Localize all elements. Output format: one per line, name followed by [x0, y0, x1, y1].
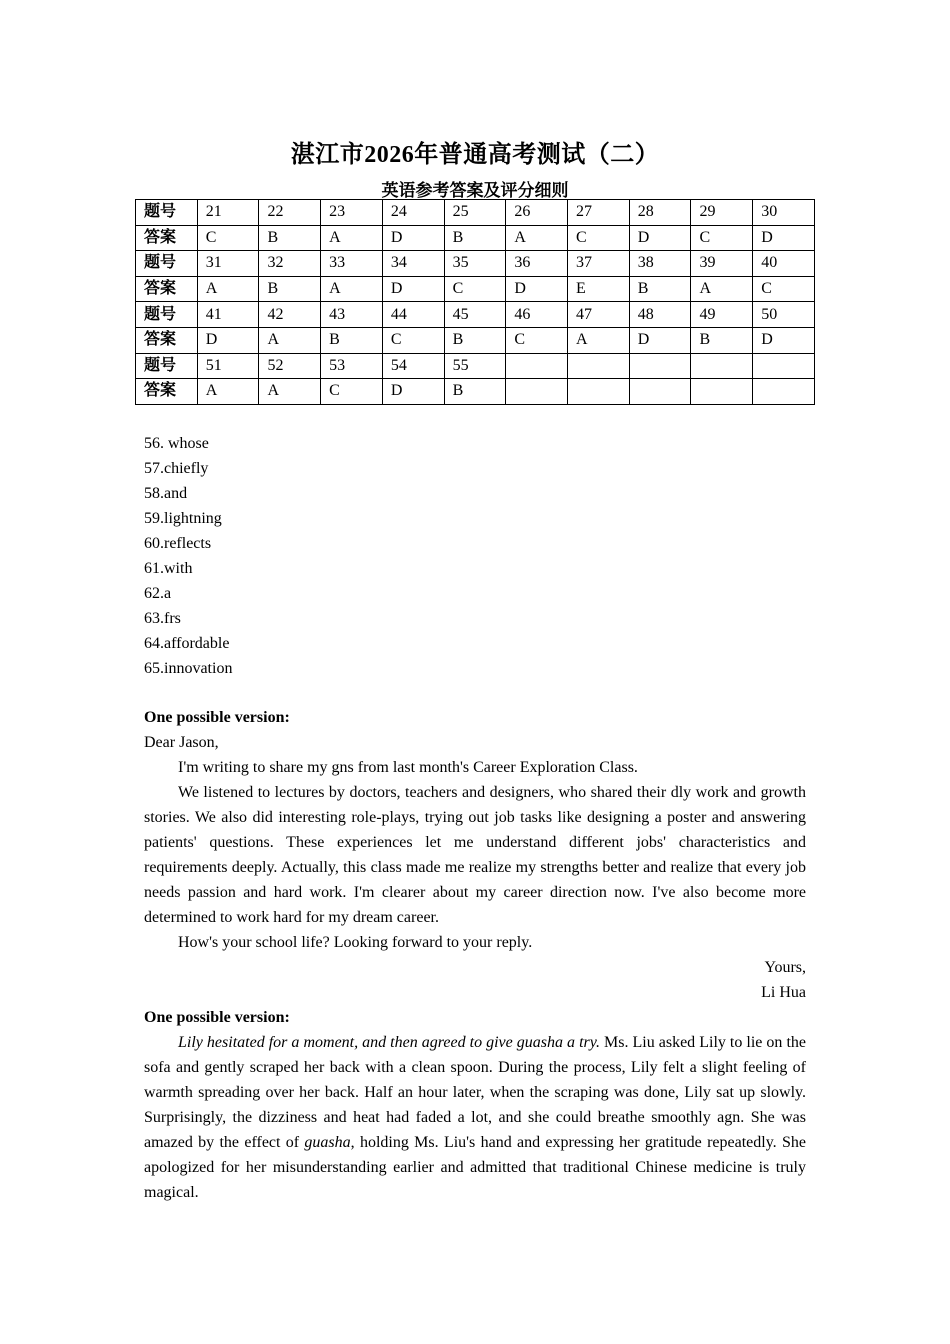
question-number-header: 题号 [136, 353, 198, 379]
answer-header: 答案 [136, 276, 198, 302]
question-number-cell: 27 [568, 200, 630, 226]
answer-cell: D [629, 225, 691, 251]
question-number-cell: 55 [444, 353, 506, 379]
letter-closing: Yours, [764, 959, 806, 976]
answer-cell: D [197, 327, 259, 353]
question-number-header: 题号 [136, 200, 198, 226]
story-heading: One possible version: [144, 1009, 290, 1026]
fill-answer-item: 65.innovation [144, 660, 233, 677]
fill-answer-item: 56. whose [144, 435, 209, 452]
answer-cell: B [321, 327, 383, 353]
letter-signature: Li Hua [761, 984, 806, 1001]
answer-cell: A [259, 379, 321, 405]
answer-row [136, 379, 815, 405]
question-number-cell: 38 [629, 251, 691, 277]
answer-cell: A [568, 327, 630, 353]
question-number-cell: 37 [568, 251, 630, 277]
story-text-part-1: Ms. Liu asked Lily to lie on the sofa and gently scraped her back with a clean spoon. During the process, Lily felt a slight feeling of warmth spreading over her back. Half an hour later, when the scraping was done, Lily sat up slowly. Surprisingly, the dizziness and heat had faded a lot, and she could breathe smoothly agn. She was amazed by the effect of [144, 1034, 807, 1151]
letter-paragraph-3: How's your school life? Looking forward to your reply. [178, 934, 533, 951]
answer-header: 答案 [136, 327, 198, 353]
answer-cell: B [691, 327, 753, 353]
page-subtitle: 英语参考答案及评分细则 [381, 181, 569, 200]
fill-answer-item: 58.and [144, 485, 188, 502]
question-number-cell: 32 [259, 251, 321, 277]
answer-cell: C [197, 225, 259, 251]
answer-cell: D [629, 327, 691, 353]
answer-cell: A [259, 327, 321, 353]
question-number-cell: 50 [753, 302, 815, 328]
question-number-cell: 30 [753, 200, 815, 226]
answer-row [136, 276, 815, 302]
question-number-cell: 44 [382, 302, 444, 328]
letter-heading: One possible version: [144, 709, 290, 726]
letter-paragraph-1: I'm writing to share my gns from last month's Career Exploration Class. [178, 759, 638, 776]
answer-cell: A [321, 225, 383, 251]
story-text-part-2: , holding Ms. Liu's hand and expressing her gratitude repeatedly. She apologized for her misunderstanding earlier and admitted that traditional Chinese medicine is truly magical. [144, 1134, 807, 1201]
question-number-row [136, 200, 815, 226]
question-number-cell: 28 [629, 200, 691, 226]
question-number-cell: 40 [753, 251, 815, 277]
answer-cell: A [197, 276, 259, 302]
question-number-header: 题号 [136, 302, 198, 328]
fill-answer-item: 59.lightning [144, 510, 222, 527]
question-number-cell: 24 [382, 200, 444, 226]
answer-cell [568, 379, 630, 405]
fill-answer-item: 57.chiefly [144, 460, 209, 477]
question-number-cell: 52 [259, 353, 321, 379]
answer-cell: A [691, 276, 753, 302]
answer-cell: D [506, 276, 568, 302]
question-number-row [136, 302, 815, 328]
fill-answer-list [144, 431, 232, 681]
answer-cell: E [568, 276, 630, 302]
question-number-cell: 31 [197, 251, 259, 277]
answer-cell: D [382, 225, 444, 251]
question-number-cell: 48 [629, 302, 691, 328]
answer-cell: A [506, 225, 568, 251]
answer-cell [629, 379, 691, 405]
question-number-header: 题号 [136, 251, 198, 277]
question-number-cell: 22 [259, 200, 321, 226]
question-number-cell: 39 [691, 251, 753, 277]
question-number-cell [629, 353, 691, 379]
story-italic-word: guasha [304, 1134, 351, 1151]
answer-cell: B [629, 276, 691, 302]
letter-section [144, 705, 806, 1205]
answer-row [136, 225, 815, 251]
answer-cell: D [753, 225, 815, 251]
story-paragraph [144, 1030, 806, 1205]
question-number-cell: 23 [321, 200, 383, 226]
answer-cell: B [444, 225, 506, 251]
answer-cell: D [382, 379, 444, 405]
question-number-cell: 34 [382, 251, 444, 277]
answer-cell: C [444, 276, 506, 302]
answer-cell: B [444, 379, 506, 405]
question-number-cell: 53 [321, 353, 383, 379]
answer-cell: B [259, 276, 321, 302]
question-number-cell: 21 [197, 200, 259, 226]
answer-cell [691, 379, 753, 405]
story-opening-sentence: Lily hesitated for a moment, and then agreed to give guasha a try. [178, 1034, 600, 1051]
answer-cell: C [691, 225, 753, 251]
question-number-cell: 25 [444, 200, 506, 226]
answer-cell: C [568, 225, 630, 251]
answer-cell: A [197, 379, 259, 405]
answer-table [135, 199, 815, 405]
fill-answer-item: 60.reflects [144, 535, 212, 552]
fill-answer-item: 61.with [144, 560, 193, 577]
question-number-cell [506, 353, 568, 379]
question-number-row [136, 251, 815, 277]
answer-cell: B [259, 225, 321, 251]
question-number-row [136, 353, 815, 379]
answer-cell: C [506, 327, 568, 353]
question-number-cell: 42 [259, 302, 321, 328]
letter-paragraph-2: We listened to lectures by doctors, teachers and designers, who shared their dly work and growth stories. We also did interesting role-plays, trying out job tasks like designing a poster and answering patients' questions. These experiences let me understand different jobs' characteristics and requirements deeply. Actually, this class made me realize my strengths better and realize that every job needs passion and hard work. I'm clearer about my career direction now. I've also become more determined to work hard for my dream career. [144, 784, 806, 926]
answer-cell [753, 379, 815, 405]
question-number-cell: 29 [691, 200, 753, 226]
answer-header: 答案 [136, 379, 198, 405]
question-number-cell: 45 [444, 302, 506, 328]
answer-header: 答案 [136, 225, 198, 251]
question-number-cell: 46 [506, 302, 568, 328]
question-number-cell: 35 [444, 251, 506, 277]
question-number-cell: 33 [321, 251, 383, 277]
letter-salutation: Dear Jason, [144, 734, 219, 751]
answer-cell: C [753, 276, 815, 302]
question-number-cell: 26 [506, 200, 568, 226]
answer-cell: D [753, 327, 815, 353]
page-title: 湛江市2026年普通高考测试（二） [290, 142, 660, 168]
question-number-cell [568, 353, 630, 379]
question-number-cell: 49 [691, 302, 753, 328]
question-number-cell: 41 [197, 302, 259, 328]
answer-cell: C [321, 379, 383, 405]
question-number-cell: 51 [197, 353, 259, 379]
answer-row [136, 327, 815, 353]
question-number-cell [753, 353, 815, 379]
question-number-cell: 36 [506, 251, 568, 277]
answer-cell: C [382, 327, 444, 353]
fill-answer-item: 62.a [144, 585, 172, 602]
question-number-cell: 43 [321, 302, 383, 328]
answer-cell [506, 379, 568, 405]
answer-cell: D [382, 276, 444, 302]
answer-cell: B [444, 327, 506, 353]
question-number-cell [691, 353, 753, 379]
fill-answer-item: 64.affordable [144, 635, 230, 652]
question-number-cell: 54 [382, 353, 444, 379]
fill-answer-item: 63.frs [144, 610, 181, 627]
answer-cell: A [321, 276, 383, 302]
question-number-cell: 47 [568, 302, 630, 328]
